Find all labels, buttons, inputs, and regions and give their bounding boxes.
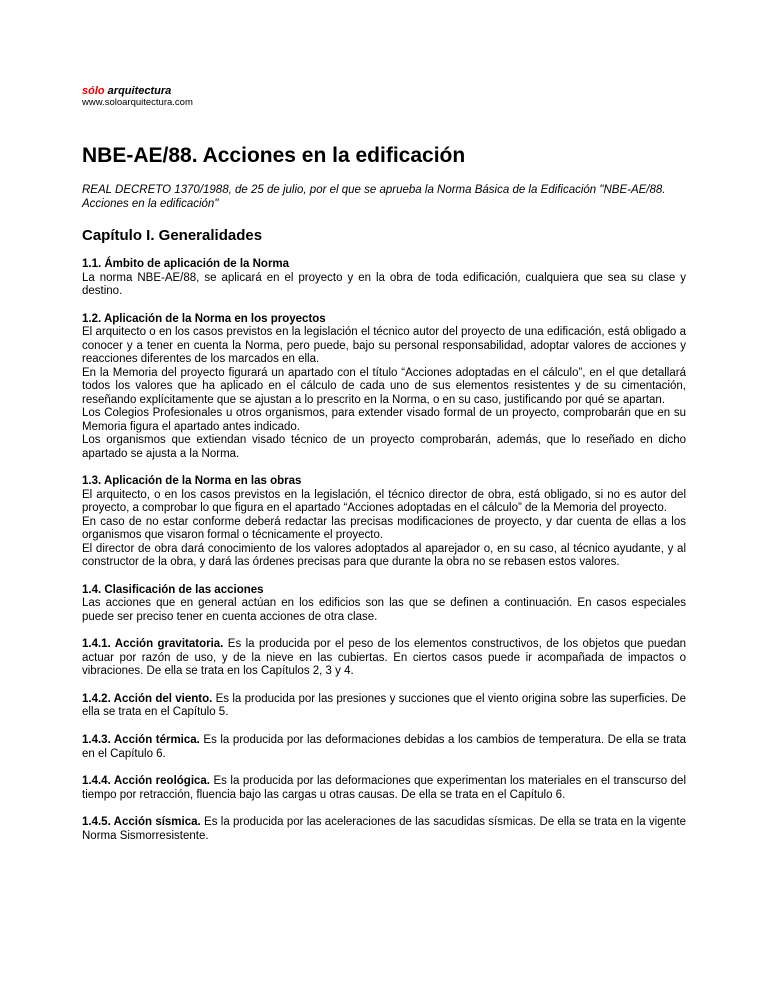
section-heading: 1.4. Clasificación de las acciones [82,583,264,596]
brand-suffix: arquitectura [104,85,172,97]
subsection-text: Es la producida por las deformaciones debidas a los cambios de temperatura. De ella se trata en el Capítulo 6. [82,733,686,760]
section-paragraph: El director de obra dará conocimiento de los valores adoptados al aparejador o, en su caso, al técnico ayudante, y al constructor de la obra, y dará las órdenes precisas para que durante la obra no se rebasen estos valores. [82,542,686,568]
subsection-label: 1.4.1. Acción gravitatoria. [82,638,224,650]
section-paragraph: Las acciones que en general actúan en los edificios son las que se definen a continuación. En casos especiales puede ser preciso tener en cuenta acciones de otra clase. [82,597,686,623]
section-paragraph: La norma NBE-AE/88, se aplicará en el proyecto y en la obra de toda edificación, cualquiera que sea su clase y destino. [82,271,686,297]
section-paragraph: En caso de no estar conforme deberá redactar las precisas modificaciones de proyecto, y dar cuenta de ellas a los organismos que visaron formal o técnicamente el proyecto. [82,515,686,541]
section-1-4 [82,584,686,625]
section-1-2 [82,313,686,462]
section-heading: 1.1. Ámbito de aplicación de la Norma [82,258,290,270]
subsection-text: Es la producida por las aceleraciones de las sacudidas sísmicas. De ella se trata en la vigente Norma Sismorresistente. [82,816,686,842]
brand-logo [82,85,686,97]
document-title: NBE-AE/88. Acciones en la edificación [82,144,466,167]
subsection-1-4-1 [82,638,686,679]
section-1-3 [82,475,686,570]
document-page [82,85,686,844]
subsection-label: 1.4.5. Acción sísmica. [82,816,201,829]
subsection-text: Es la producida por las presiones y succiones que el viento origina sobre las superficies. De ella se trata en el Capítulo 5. [82,692,686,719]
subsection-1-4-2 [82,693,686,720]
subsection-label: 1.4.3. Acción térmica. [82,733,200,746]
section-paragraph: En la Memoria del proyecto figurará un apartado con el título “Acciones adoptadas en el cálculo”, en el que detallará todos los valores que ha aplicado en el cálculo de cada uno de sus elementos resistentes y de su cimentación, reseñando explícitamente que se ajustan a lo prescrito en la Norma, o en su caso, justificando por qué se apartan. [82,366,686,406]
brand-prefix: sólo [82,85,105,97]
section-paragraph: Los organismos que extiendan visado técnico de un proyecto comprobarán, además, que lo reseñado en dicho apartado se ajusta a la Norma. [82,434,686,460]
subsection-1-4-4 [82,775,686,802]
subsection-text: Es la producida por el peso de los elementos constructivos, de los objetos que puedan actuar por razón de uso, y de la nieve en las cubiertas. En ciertos casos puede ir acompañada de impactos o vibraciones. De ella se trata en los Capítulos 2, 3 y 4. [82,638,687,678]
subsection-label: 1.4.2. Acción del viento. [82,692,213,705]
section-1-1 [82,258,686,299]
decree-reference: REAL DECRETO 1370/1988, de 25 de julio, por el que se aprueba la Norma Básica de la Edificación "NBE-AE/88. Acciones en la edificación" [82,184,666,210]
chapter-heading: Capítulo I. Generalidades [82,227,263,244]
section-paragraph: El arquitecto o en los casos previstos en la legislación el técnico autor del proyecto de una edificación, está obligado a conocer y a tener en cuenta la Norma, pero puede, bajo su personal responsabilidad, adoptar valores de acciones y reacciones diferentes de los marcados en ella. [82,326,686,365]
section-heading: 1.3. Aplicación de la Norma en las obras [82,475,302,487]
site-url: www.soloarquitectura.com [82,97,193,108]
section-paragraph: Los Colegios Profesionales u otros organismos, para extender visado formal de un proyecto, comprobarán que en su Memoria figura el apartado antes indicado. [82,407,686,433]
subsection-text: Es la producida por las deformaciones que experimentan los materiales en el transcurso del tiempo por retracción, fluencia bajo las cargas u otras causas. De ella se trata en el Capítulo 6. [82,775,686,801]
subsection-1-4-3 [82,734,686,761]
subsection-1-4-5 [82,816,686,843]
subsection-label: 1.4.4. Acción reológica. [82,775,211,788]
section-heading: 1.2. Aplicación de la Norma en los proyectos [82,312,326,325]
section-paragraph: El arquitecto, o en los casos previstos en la legislación, el técnico director de obra, está obligado, si no es autor del proyecto, a comprobar lo que figura en el apartado “Acciones adoptadas en el cálculo” de la Memoria del proyecto. [82,488,686,514]
